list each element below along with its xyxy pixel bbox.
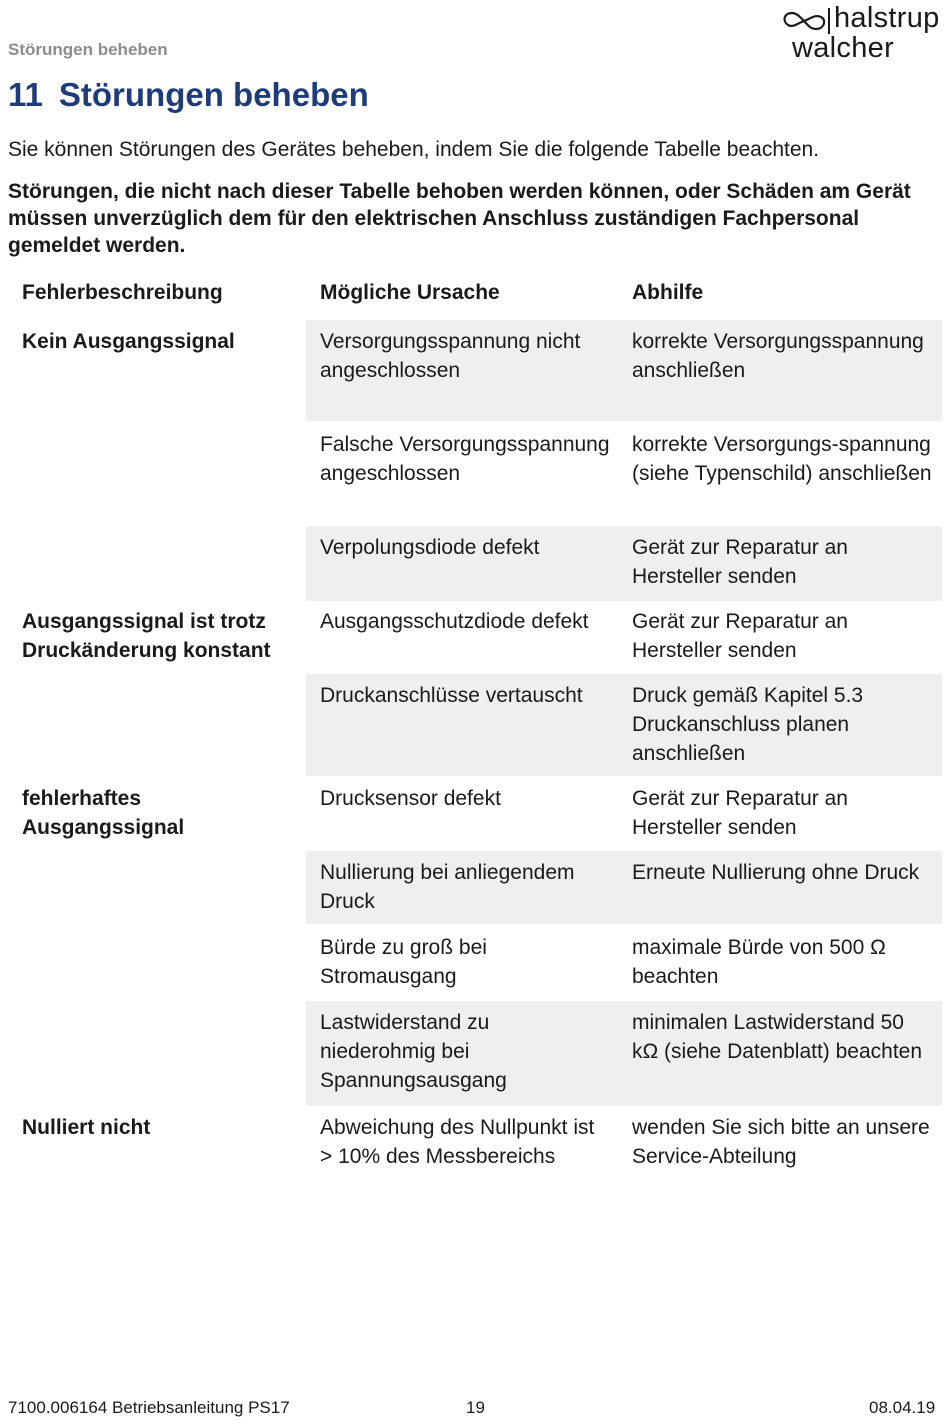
cause-cell: Lastwiderstand zu niederohmig bei Spannungsausgang <box>320 1011 507 1092</box>
page-title <box>8 76 369 114</box>
cause-cell: Nullierung bei anliegendem Druck <box>320 861 575 913</box>
remedy-cell: Gerät zur Reparatur an Hersteller senden <box>632 536 848 588</box>
cause-cell: Druckanschlüsse vertauscht <box>320 684 583 707</box>
header-remedy: Abhilfe <box>632 281 704 304</box>
table-row <box>306 526 942 601</box>
cause-cell: Abweichung des Nullpunkt ist > 10% des Messbereichs <box>320 1116 595 1168</box>
running-header: Störungen beheben <box>8 40 168 59</box>
chapter-title: Störungen beheben <box>58 76 369 113</box>
footer-date: 08.04.19 <box>869 1398 936 1417</box>
table-row <box>306 926 942 1001</box>
logo-text-walcher: walcher <box>792 32 895 64</box>
remedy-cell: Druck gemäß Kapitel 5.3 Druckanschluss planen anschließen <box>632 684 864 765</box>
logo-mark-icon <box>780 10 828 32</box>
cause-cell: Verpolungsdiode defekt <box>320 536 540 559</box>
fault-description: fehlerhaftes Ausgangssignal <box>22 787 185 839</box>
intro-paragraph: Sie können Störungen des Gerätes beheben, indem Sie die folgende Tabelle beachten. <box>8 138 820 161</box>
table-row <box>306 1106 942 1208</box>
remedy-cell: korrekte Versorgungsspannung anschließen <box>632 330 924 382</box>
footer-document-id: 7100.006164 Betriebsanleitung PS17 <box>8 1398 290 1417</box>
table-row <box>306 777 942 850</box>
footer-page-number: 19 <box>466 1398 485 1417</box>
company-logo <box>778 4 944 62</box>
cause-cell: Versorgungsspannung nicht angeschlossen <box>320 330 581 382</box>
cause-cell: Drucksensor defekt <box>320 787 501 810</box>
remedy-cell: korrekte Versorgungs-spannung (siehe Typenschild) anschließen <box>632 433 932 485</box>
table-row <box>306 851 942 924</box>
cause-cell: Bürde zu groß bei Stromausgang <box>320 936 487 988</box>
fault-description: Nulliert nicht <box>22 1116 151 1139</box>
remedy-cell: Gerät zur Reparatur an Hersteller senden <box>632 787 848 839</box>
chapter-number: 11 <box>8 76 43 113</box>
fault-description: Ausgangssignal ist trotz Druckänderung konstant <box>22 610 271 662</box>
remedy-cell: Gerät zur Reparatur an Hersteller senden <box>632 610 848 662</box>
header-fault-description: Fehlerbeschreibung <box>22 281 223 304</box>
remedy-cell: minimalen Lastwiderstand 50 kΩ (siehe Datenblatt) beachten <box>632 1011 923 1063</box>
warning-paragraph: Störungen, die nicht nach dieser Tabelle behoben werden können, oder Schäden am Gerät müssen unverzüglich dem für den elektrischen Anschluss zuständigen Fachpersonal gemeldet werden. <box>8 180 911 257</box>
remedy-cell: maximale Bürde von 500 Ω beachten <box>632 936 886 988</box>
remedy-cell: Erneute Nullierung ohne Druck <box>632 861 920 884</box>
cause-cell: Falsche Versorgungsspannung angeschlossen <box>320 433 610 485</box>
logo-text-halstrup: halstrup <box>834 2 940 34</box>
table-row <box>306 1001 942 1106</box>
header-possible-cause: Mögliche Ursache <box>320 281 500 304</box>
table-row <box>306 423 942 526</box>
fault-description: Kein Ausgangssignal <box>22 330 235 353</box>
cause-cell: Ausgangsschutzdiode defekt <box>320 610 589 633</box>
remedy-cell: wenden Sie sich bitte an unsere Service-Abteilung <box>632 1116 930 1168</box>
logo-divider <box>828 8 830 34</box>
table-header <box>22 281 942 311</box>
table-row <box>306 320 942 421</box>
table-row <box>306 600 942 674</box>
table-row <box>306 674 942 776</box>
